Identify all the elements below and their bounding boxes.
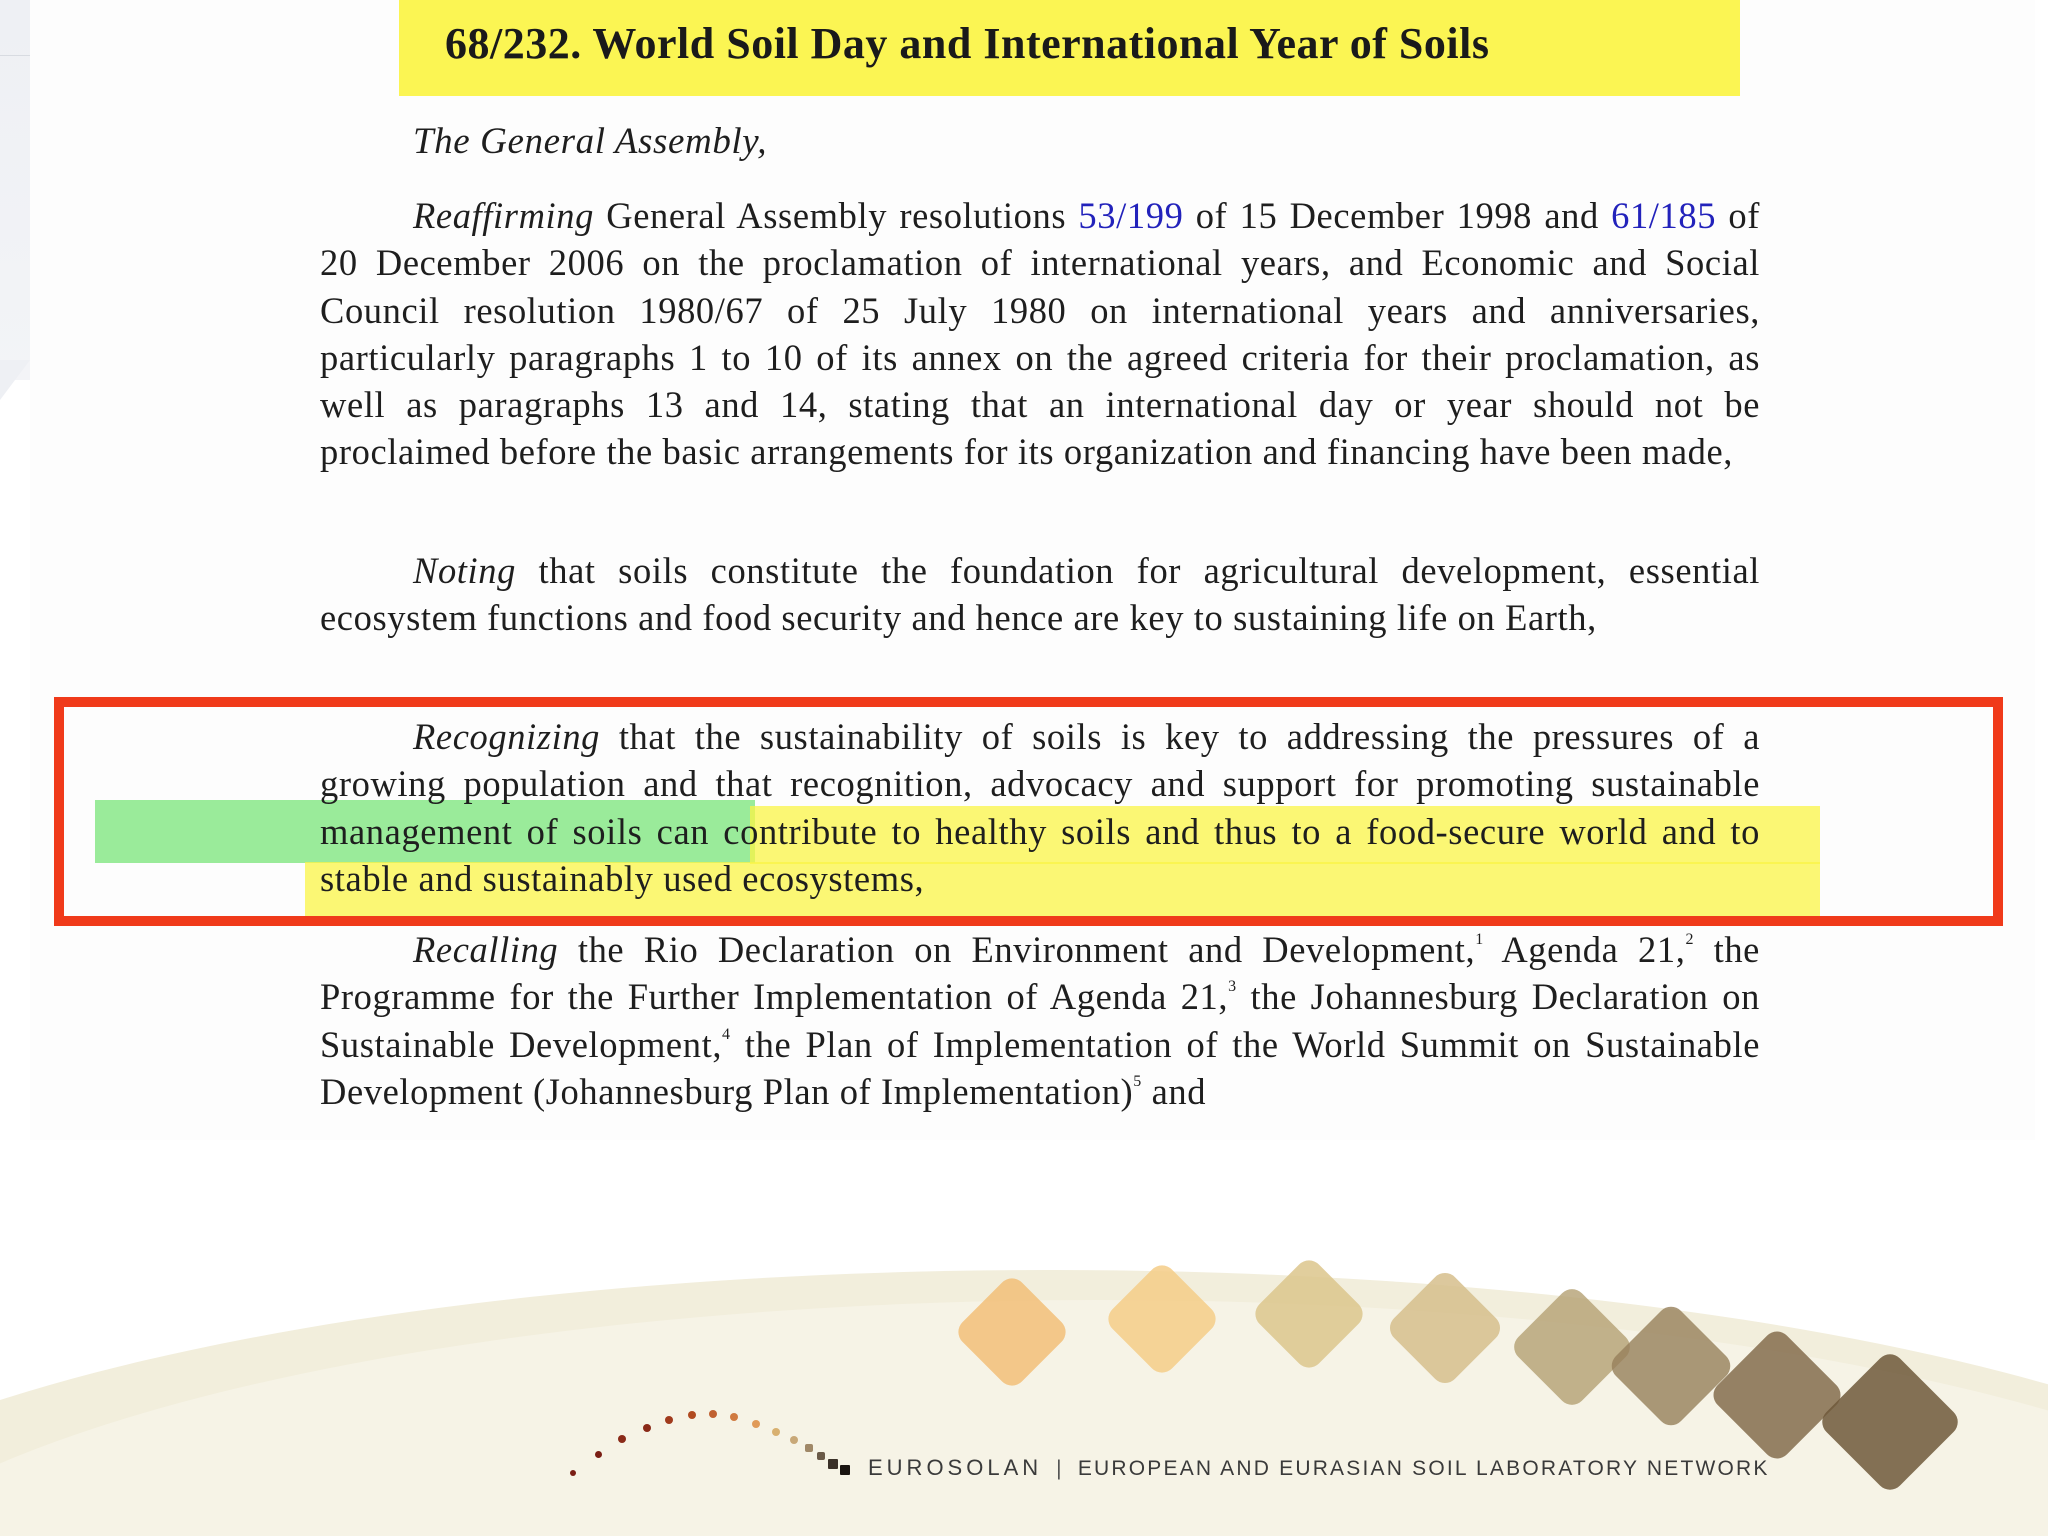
logo-dot [730,1413,738,1421]
logo-dot [709,1410,717,1418]
paragraph-text: the Programme for the Further Implementation of Agenda 21, [320,929,1760,1018]
footnote-marker[interactable]: 1 [1475,931,1484,948]
paragraph-text: that the sustainability of soils is key to addressing the pressures of a growing population and that recognition, advocacy and support for promoting sustainable management of soils can contribute to healthy soils and thus to a food-secure world and to stable and sustainably used ecosystems, [320,716,1760,899]
paragraph-text: that soils constitute the foundation for agricultural development, essential ecosystem functions and food security and hence are key to sustaining life on Earth, [320,550,1760,639]
emphasis-box [54,697,2003,926]
logo-dot [752,1420,760,1428]
side-band-tip [0,360,30,400]
logo-dot [840,1465,850,1475]
logo-dot [570,1470,576,1476]
paragraph-text: and [1141,1070,1207,1112]
paragraph-reaffirming [320,192,1760,476]
paragraph-text: of 15 December 1998 and [1183,195,1612,236]
logo-dot [805,1444,813,1452]
logo-dot [688,1411,696,1419]
footnote-marker[interactable]: 4 [722,1025,731,1043]
paragraph-recalling [320,926,1760,1115]
paragraph-text: of 20 December 2006 on the proclamation of international years, and Economic and Social Council resolution 1980/67 of 25 July 1980 on international years and anniversaries, particularly paragraphs 1 to 10 of its annex on the agreed criteria for their proclamation, as well as paragraphs 13 and 14, stating that an international day or year should not be proclaimed before the basic arrangements for its organization and financing have been made, [320,195,1761,473]
footer-separator: | [1056,1457,1064,1480]
logo-dot [828,1459,838,1469]
footer-network-name: EUROPEAN AND EURASIAN SOIL LABORATORY NETWORK [1077,1457,1770,1480]
lead-word: Noting [413,550,516,591]
paragraph-text: the Plan of Implementation of the World Summit on Sustainable Development (Johannesburg Plan of Implementation) [320,1023,1760,1112]
logo-dot [772,1428,780,1436]
footnote-marker[interactable]: 3 [1228,978,1237,996]
lead-word: Recalling [413,929,559,970]
logo-dot [665,1416,673,1424]
resolution-title: 68/232. World Soil Day and International Year of Soils [445,19,1490,68]
assembly-heading: The General Assembly, [413,121,768,162]
lead-word: Reaffirming [413,195,594,236]
footnote-marker[interactable]: 2 [1685,931,1695,948]
logo-dot [790,1436,798,1444]
paragraph-noting [320,547,1760,642]
paragraph-text: the Johannesburg Declaration on Sustainable Development, [320,976,1761,1065]
logo-dot [643,1424,651,1432]
lead-word: Recognizing [413,716,601,757]
paragraph-text: the Rio Declaration on Environment and Development, [558,929,1476,970]
footnote-marker[interactable]: 5 [1133,1072,1142,1090]
logo-dot [817,1452,825,1460]
resolution-link-61-185[interactable]: 61/185 [1611,195,1717,236]
footer-brand: EUROSOLAN [868,1455,1043,1480]
paragraph-text: Agenda 21, [1483,929,1686,970]
side-band [0,0,30,380]
footer-caption [868,1455,1770,1481]
resolution-link-53-199[interactable]: 53/199 [1078,195,1184,236]
paragraph-text: General Assembly resolutions [593,195,1079,236]
top-rule [0,55,30,56]
logo-dot [595,1451,602,1458]
logo-dot [618,1435,626,1443]
